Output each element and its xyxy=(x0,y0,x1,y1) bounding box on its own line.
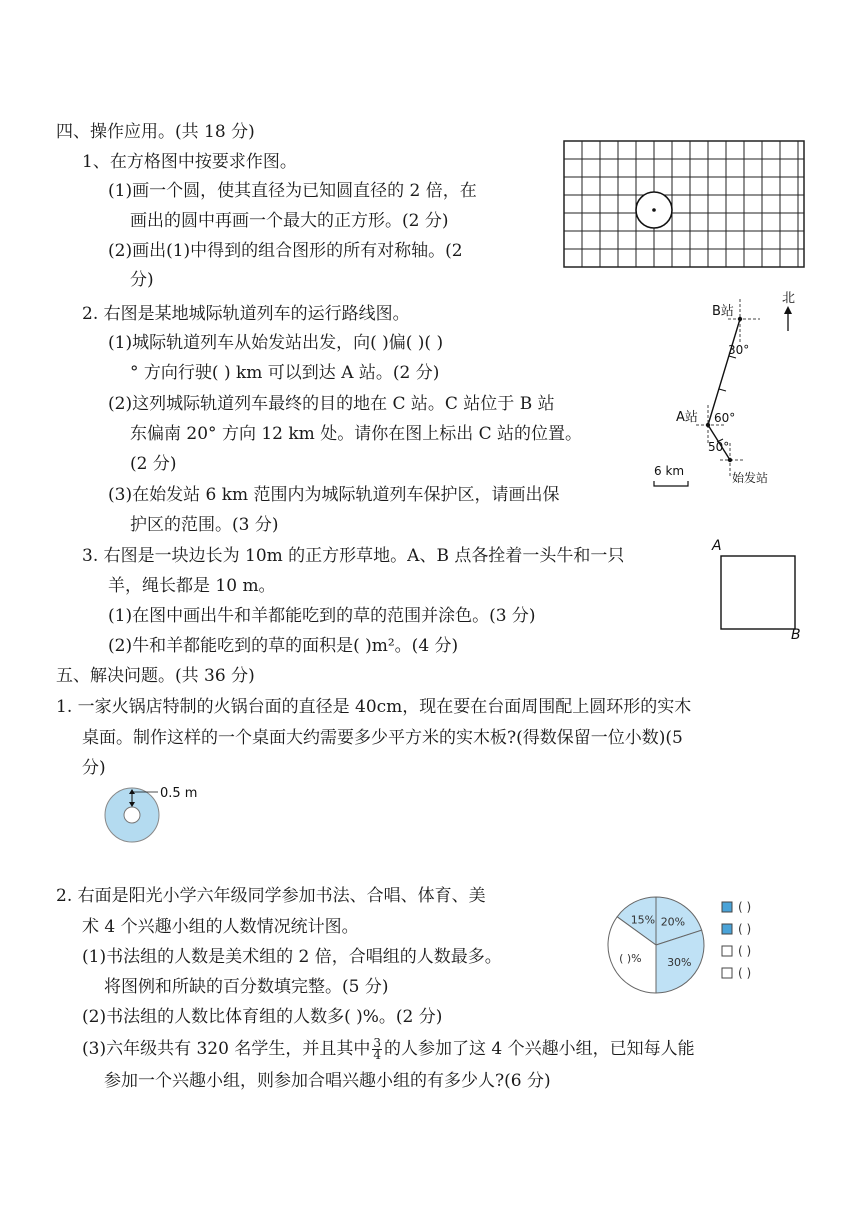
point-b-label: B xyxy=(791,627,801,642)
pie-slice-label: 30% xyxy=(667,955,692,969)
scale-label: 6 km xyxy=(654,464,685,478)
route-map-figure xyxy=(640,285,815,499)
q2-part1-line2: ° 方向行驶( ) km 可以到达 A 站。(2 分) xyxy=(130,363,440,383)
square-field xyxy=(721,556,795,629)
legend-swatch xyxy=(722,924,732,934)
fraction-three-quarters: $\frac{3}{4}$ xyxy=(373,1036,381,1062)
legend-label: ( ) xyxy=(738,966,752,980)
q3-stem-line1: 3. 右图是一块边长为 10m 的正方形草地。A、B 点各拴着一头牛和一只 xyxy=(82,546,625,566)
square-grid-figure xyxy=(562,140,812,274)
q2-part3-line2: 护区的范围。(3 分) xyxy=(130,515,279,535)
s5q2-part3-line1: (3)六年级共有 320 名学生，并且其中 $\frac{3}{4}$ 的人参加了这 4 个兴趣小组，已知每人能 xyxy=(82,1036,695,1062)
ring-width-label: 0.5 m xyxy=(160,786,198,801)
q2-part2-line3: (2 分) xyxy=(130,454,177,474)
section5-title: 五、解决问题。(共 36 分) xyxy=(56,666,255,686)
angle-start-label: 50° xyxy=(708,440,730,454)
ring-tabletop-figure xyxy=(102,780,232,854)
s5q2-stem-line1: 2. 右面是阳光小学六年级同学参加书法、合唱、体育、美 xyxy=(56,886,486,906)
s5q2-part2: (2)书法组的人数比体育组的人数多( )%。(2 分) xyxy=(82,1007,443,1027)
s5q2-part3-line2: 参加一个兴趣小组，则参加合唱兴趣小组的有多少人?(6 分) xyxy=(104,1071,551,1091)
s5q1-line2: 桌面。制作这样的一个桌面大约需要多少平方米的实木板?(得数保留一位小数)(5 xyxy=(82,728,683,748)
route-b-to-a xyxy=(708,319,740,425)
pie-chart-figure xyxy=(600,895,820,1009)
q2-part2-line2: 东偏南 20° 方向 12 km 处。请你在图上标出 C 站的位置。 xyxy=(130,424,583,444)
north-label: 北 xyxy=(782,291,796,306)
a-station-label: A站 xyxy=(676,410,698,425)
s5q1-line3: 分) xyxy=(82,758,106,778)
q1-part2-line1: (2)画出(1)中得到的组合图形的所有对称轴。(2 xyxy=(108,241,463,261)
point-a-label: A xyxy=(712,538,722,554)
angle-b-label: 30° xyxy=(728,343,750,357)
b-station-label: B站 xyxy=(712,304,734,319)
ring-inner xyxy=(124,807,140,823)
section4-title: 四、操作应用。(共 18 分) xyxy=(56,122,255,142)
legend-label: ( ) xyxy=(738,900,752,914)
pie-slice-label: 20% xyxy=(660,915,686,929)
square-field-figure xyxy=(708,536,808,646)
q1-part1-line1: (1)画一个圆，使其直径为已知圆直径的 2 倍，在 xyxy=(108,181,477,201)
s5q2-part1-line2: 将图例和所缺的百分数填完整。(5 分) xyxy=(104,977,389,997)
pie-slice-label: 15% xyxy=(630,913,656,927)
start-station-label: 始发站 xyxy=(732,471,769,485)
s5q2-part1-line1: (1)书法组的人数是美术组的 2 倍，合唱组的人数最多。 xyxy=(82,947,502,967)
grid-lines xyxy=(564,141,804,267)
q2-stem: 2. 右图是某地城际轨道列车的运行路线图。 xyxy=(82,304,410,324)
q3-stem-line2: 羊，绳长都是 10 m。 xyxy=(108,576,276,596)
q2-part1-line1: (1)城际轨道列车从始发站出发，向( )偏( )( ) xyxy=(108,333,444,353)
legend-swatch xyxy=(722,946,732,956)
circle-center-dot xyxy=(652,208,656,212)
angle-a-label: 60° xyxy=(714,411,736,425)
q1-part1-line2: 画出的圆中再画一个最大的正方形。(2 分) xyxy=(130,211,449,231)
s5q1-line1: 1. 一家火锅店特制的火锅台面的直径是 40cm，现在要在台面周围配上圆环形的实木 xyxy=(56,697,692,717)
q2-part2-line1: (2)这列城际轨道列车最终的目的地在 C 站。C 站位于 B 站 xyxy=(108,394,555,414)
legend-swatch xyxy=(722,968,732,978)
scale-bar xyxy=(654,481,688,486)
legend-swatch xyxy=(722,902,732,912)
legend-label: ( ) xyxy=(738,944,752,958)
legend-label: ( ) xyxy=(738,922,752,936)
q3-part2: (2)牛和羊都能吃到的草的面积是( )m²。(4 分) xyxy=(108,636,459,656)
pie-slice-label: ( )% xyxy=(619,952,642,966)
q3-part1: (1)在图中画出牛和羊都能吃到的草的范围并涂色。(3 分) xyxy=(108,606,536,626)
q1-stem: 1、在方格图中按要求作图。 xyxy=(82,152,297,172)
q1-part2-line2: 分) xyxy=(130,270,154,290)
s5q2-stem-line2: 术 4 个兴趣小组的人数情况统计图。 xyxy=(82,917,359,937)
q2-part3-line1: (3)在始发站 6 km 范围内为城际轨道列车保护区，请画出保 xyxy=(108,485,560,505)
